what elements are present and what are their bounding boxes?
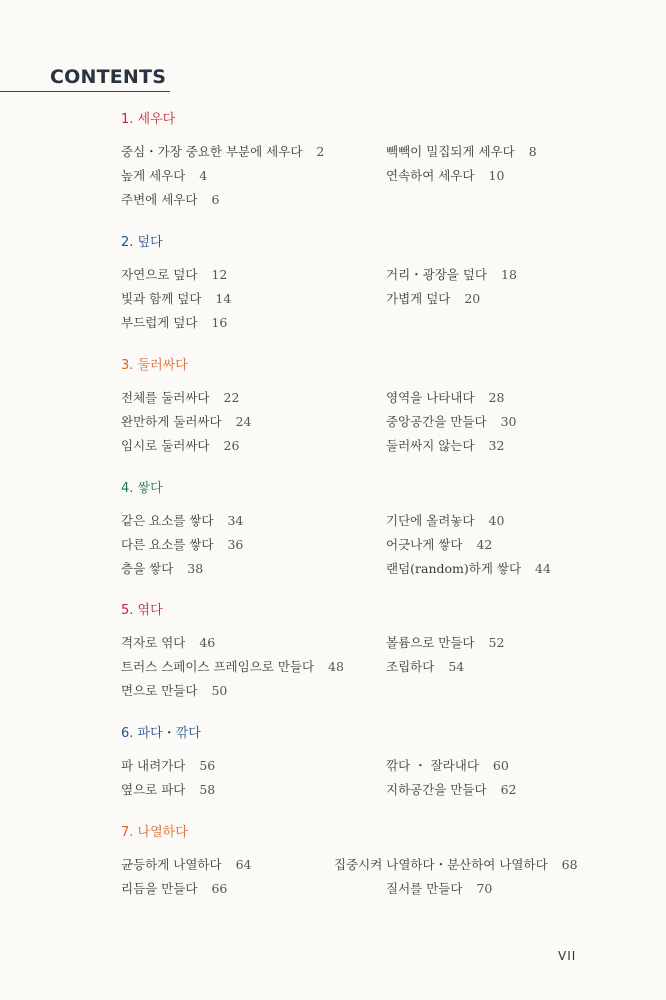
entry-text: 어긋나게 쌓다 bbox=[386, 537, 463, 552]
entry-text: 거리・광장을 덮다 bbox=[386, 267, 487, 282]
toc-section bbox=[121, 233, 621, 330]
entry-text: 전체를 둘러싸다 bbox=[121, 390, 210, 405]
section-title: 4. 쌓다 bbox=[121, 481, 163, 496]
entry-page: 8 bbox=[528, 144, 537, 159]
section-title: 2. 덮다 bbox=[121, 235, 163, 250]
toc-entry[interactable] bbox=[386, 142, 537, 162]
entry-text: 다른 요소를 쌓다 bbox=[121, 537, 214, 552]
toc-section bbox=[121, 601, 621, 698]
toc-section bbox=[121, 479, 621, 576]
toc-entry[interactable] bbox=[121, 289, 231, 309]
toc-entry[interactable] bbox=[121, 511, 243, 531]
entry-page: 4 bbox=[199, 168, 208, 183]
toc-entry[interactable] bbox=[121, 855, 251, 875]
contents-heading: CONTENTS bbox=[50, 66, 167, 88]
entry-page: 16 bbox=[211, 315, 228, 330]
entry-page: 58 bbox=[199, 782, 216, 797]
toc-entry[interactable] bbox=[121, 535, 243, 555]
entry-page: 32 bbox=[488, 438, 505, 453]
entry-text: 질서를 만들다 bbox=[386, 881, 463, 896]
toc-entry[interactable] bbox=[386, 511, 504, 531]
entry-text: 랜덤(random)하게 쌓다 bbox=[386, 561, 522, 576]
toc-entry[interactable] bbox=[386, 756, 509, 776]
toc-entry[interactable] bbox=[386, 265, 517, 285]
toc-entry[interactable] bbox=[386, 388, 504, 408]
entry-page: 22 bbox=[223, 390, 240, 405]
entry-text: 자연으로 덮다 bbox=[121, 267, 198, 282]
toc-entry[interactable] bbox=[386, 657, 464, 677]
entry-text: 집중시켜 나열하다・분산하여 나열하다 bbox=[334, 857, 548, 872]
toc-entry[interactable] bbox=[334, 855, 578, 875]
entry-page: 10 bbox=[488, 168, 505, 183]
entry-text: 중앙공간을 만들다 bbox=[386, 414, 487, 429]
entry-text: 파 내려가다 bbox=[121, 758, 186, 773]
entry-text: 옆으로 파다 bbox=[121, 782, 186, 797]
entry-text: 빛과 함께 덮다 bbox=[121, 291, 202, 306]
entry-text: 부드럽게 덮다 bbox=[121, 315, 198, 330]
section-title: 3. 둘러싸다 bbox=[121, 358, 188, 373]
toc-section bbox=[121, 110, 621, 207]
entry-page: 36 bbox=[227, 537, 244, 552]
entry-text: 조립하다 bbox=[386, 659, 435, 674]
entry-text: 트러스 스페이스 프레임으로 만들다 bbox=[121, 659, 315, 674]
toc-entry[interactable] bbox=[121, 388, 239, 408]
entry-page: 12 bbox=[211, 267, 228, 282]
entry-text: 높게 세우다 bbox=[121, 168, 186, 183]
entry-text: 리듬을 만들다 bbox=[121, 881, 198, 896]
toc-entry[interactable] bbox=[121, 657, 344, 677]
entry-page: 2 bbox=[316, 144, 325, 159]
entry-text: 빽빽이 밀집되게 세우다 bbox=[386, 144, 515, 159]
entry-text: 균등하게 나열하다 bbox=[121, 857, 222, 872]
section-title: 7. 나열하다 bbox=[121, 825, 188, 840]
entry-text: 기단에 올려놓다 bbox=[386, 513, 475, 528]
toc-entry[interactable] bbox=[121, 142, 324, 162]
entry-page: 62 bbox=[500, 782, 517, 797]
entry-page: 40 bbox=[488, 513, 505, 528]
toc-entry[interactable] bbox=[121, 756, 215, 776]
toc-entry[interactable] bbox=[386, 879, 492, 899]
entry-page: 6 bbox=[211, 192, 220, 207]
entry-page: 14 bbox=[215, 291, 232, 306]
entry-page: 28 bbox=[488, 390, 505, 405]
toc-entry[interactable] bbox=[121, 633, 215, 653]
toc-entry[interactable] bbox=[121, 436, 239, 456]
toc-entry[interactable] bbox=[121, 313, 227, 333]
toc-entry[interactable] bbox=[386, 559, 551, 579]
entry-page: 54 bbox=[448, 659, 465, 674]
entry-text: 주변에 세우다 bbox=[121, 192, 198, 207]
entry-text: 완만하게 둘러싸다 bbox=[121, 414, 222, 429]
toc-section bbox=[121, 724, 621, 797]
entry-page: 68 bbox=[561, 857, 578, 872]
entry-text: 중심・가장 중요한 부분에 세우다 bbox=[121, 144, 303, 159]
toc-entry[interactable] bbox=[386, 436, 504, 456]
entry-page: 56 bbox=[199, 758, 216, 773]
entry-text: 면으로 만들다 bbox=[121, 683, 198, 698]
entry-text: 깎다 ・ 잘라내다 bbox=[386, 758, 479, 773]
toc-entry[interactable] bbox=[121, 166, 207, 186]
entry-text: 둘러싸지 않는다 bbox=[386, 438, 475, 453]
entry-page: 20 bbox=[464, 291, 481, 306]
entry-page: 48 bbox=[328, 659, 344, 674]
section-title: 5. 엮다 bbox=[121, 603, 163, 618]
entry-text: 같은 요소를 쌓다 bbox=[121, 513, 214, 528]
toc-entry[interactable] bbox=[121, 879, 227, 899]
section-title: 6. 파다・깎다 bbox=[121, 726, 201, 741]
entry-text: 격자로 엮다 bbox=[121, 635, 186, 650]
toc-entry[interactable] bbox=[121, 190, 219, 210]
entry-text: 연속하여 세우다 bbox=[386, 168, 475, 183]
entry-page: 66 bbox=[211, 881, 228, 896]
toc-entry[interactable] bbox=[386, 535, 492, 555]
entry-page: 30 bbox=[500, 414, 517, 429]
entry-text: 층을 쌓다 bbox=[121, 561, 174, 576]
entry-text: 임시로 둘러싸다 bbox=[121, 438, 210, 453]
page-number: VII bbox=[558, 949, 577, 963]
entry-text: 영역을 나타내다 bbox=[386, 390, 475, 405]
entry-page: 52 bbox=[488, 635, 505, 650]
toc-entry[interactable] bbox=[121, 681, 227, 701]
entry-page: 46 bbox=[199, 635, 216, 650]
toc-entry[interactable] bbox=[386, 633, 504, 653]
entry-page: 18 bbox=[501, 267, 517, 282]
toc-entry[interactable] bbox=[386, 412, 516, 432]
entry-page: 24 bbox=[235, 414, 252, 429]
toc-entry[interactable] bbox=[121, 412, 251, 432]
toc-section bbox=[121, 356, 621, 453]
toc-entry[interactable] bbox=[386, 780, 516, 800]
entry-page: 34 bbox=[227, 513, 244, 528]
toc-entry[interactable] bbox=[121, 780, 215, 800]
toc-entry[interactable] bbox=[386, 289, 480, 309]
entry-page: 60 bbox=[492, 758, 509, 773]
entry-page: 42 bbox=[476, 537, 493, 552]
entry-page: 26 bbox=[223, 438, 240, 453]
entry-page: 38 bbox=[187, 561, 204, 576]
toc-section bbox=[121, 823, 621, 896]
toc-entry[interactable] bbox=[386, 166, 504, 186]
entry-page: 70 bbox=[476, 881, 493, 896]
entry-text: 볼륨으로 만들다 bbox=[386, 635, 475, 650]
entry-text: 가볍게 덮다 bbox=[386, 291, 451, 306]
heading-underline bbox=[0, 91, 170, 92]
entry-page: 44 bbox=[535, 561, 551, 576]
entry-page: 50 bbox=[211, 683, 228, 698]
toc-entry[interactable] bbox=[121, 559, 203, 579]
entry-text: 지하공간을 만들다 bbox=[386, 782, 487, 797]
section-title: 1. 세우다 bbox=[121, 112, 176, 127]
toc-entry[interactable] bbox=[121, 265, 227, 285]
entry-page: 64 bbox=[235, 857, 252, 872]
